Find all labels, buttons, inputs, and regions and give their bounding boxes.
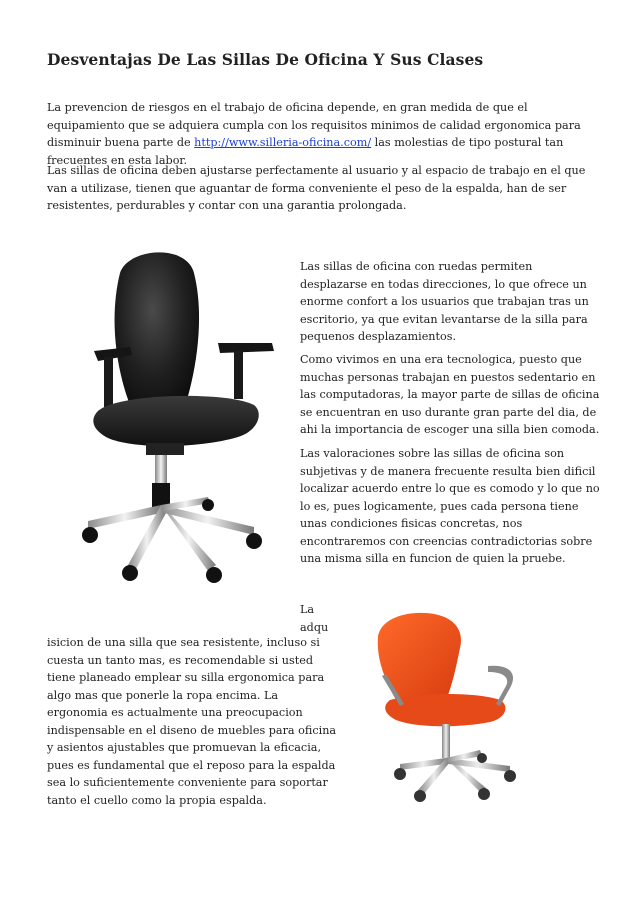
word-fragment-la: La — [300, 603, 315, 616]
intro-text-after-link: las molestias de tipo postural tan frecuentes en esta labor. — [47, 136, 564, 167]
bottom-paragraph-start — [300, 601, 340, 636]
right-column-paragraph-2: Como vivimos en una era tecnologica, puesto que muchas personas trabajan en puestos sedentario en las computadoras, la mayor parte de sillas de oficina se encuentran en uso durante gran parte del dia, de ahi la importancia de escoger una silla bien comoda. — [300, 353, 600, 436]
right-column-paragraph-3: Las valoraciones sobre las sillas de oficina son subjetivas y de manera frecuente resulta bien dificil localizar acuerdo entre lo que es comodo y lo que no lo es, pues logicamente, pues cada persona tiene unas condiciones fisicas concretas, nos encontraremos con creencias contradictorias sobre una misma silla en funcion de quien la pruebe. — [300, 447, 600, 565]
right-column-paragraph-1: Las sillas de oficina con ruedas permiten desplazarse en todas direcciones, lo que ofrece un enorme confort a los usuarios que trabajan tras un escritorio, ya que evitan levantarse de la silla para pequenos desplazamientos. — [300, 260, 589, 343]
silleria-oficina-link[interactable]: http://www.silleria-oficina.com/ — [194, 136, 372, 149]
paragraph-2: Las sillas de oficina deben ajustarse perfectamente al usuario y al espacio de trabajo en el que van a utilizase, tienen que aguantar de forma conveniente el peso de la espalda, han de ser resistentes, perdurables y contar con una garantia prolongada. — [47, 164, 586, 212]
word-fragment-adqu: adqu — [300, 620, 329, 634]
bottom-paragraph-continuation: isicion de una silla que sea resistente, incluso si cuesta un tanto mas, es recomendable si usted tiene planeado emplear su silla ergonomica para algo mas que ponerle la ropa encima. La ergonomia es actualmente una preocupacion indispensable en el diseno de muebles para oficina y asientos ajustables que promuevan la eficacia, pues es fundamental que el reposo para la espalda sea lo suficientemente conveniente para soportar tanto el cuello como la propia espalda. — [47, 636, 337, 807]
orange-office-chair-image — [360, 608, 530, 804]
intro-text-before-link: La prevencion de riesgos en el trabajo de oficina depende, en gran medida de que el equipamiento que se adquiera cumpla con los requisitos minimos de calidad ergonomica para disminuir buena parte de — [47, 101, 581, 149]
black-office-chair-image — [58, 243, 286, 588]
intro-paragraph — [47, 99, 607, 169]
page-title: Desventajas De Las Sillas De Oficina Y Sus Clases — [47, 50, 484, 69]
